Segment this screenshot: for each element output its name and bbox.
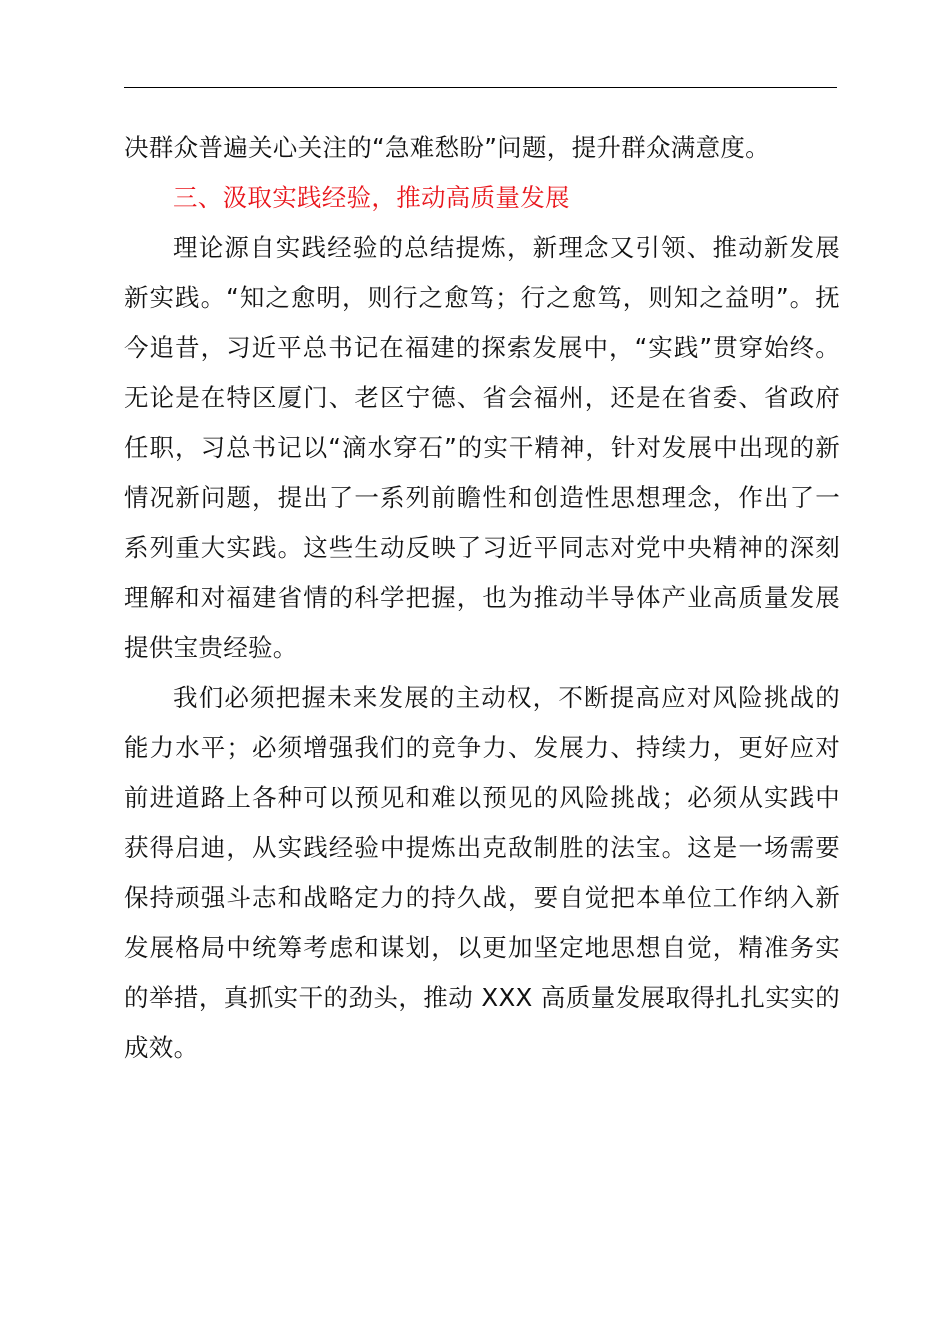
document-body: [124, 123, 840, 1073]
paragraph-future-initiative: 我们必须把握未来发展的主动权，不断提高应对风险挑战的能力水平；必须增强我们的竞争力、发展力、持续力，更好应对前进道路上各种可以预见和难以预见的风险挑战；必须从实践中获得启迪，从实践经验中提炼出克敌制胜的法宝。这是一场需要保持顽强斗志和战略定力的持久战，要自觉把本单位工作纳入新发展格局中统筹考虑和谋划，以更加坚定地思想自觉，精准务实的举措，真抓实干的劲头，推动 XXX 高质量发展取得扎扎实实的成效。: [124, 683, 840, 1062]
header-rule: [124, 87, 837, 88]
paragraph-practice-experience: 理论源自实践经验的总结提炼，新理念又引领、推动新发展新实践。“知之愈明，则行之愈笃；行之愈笃，则知之益明”。抚今追昔，习近平总书记在福建的探索发展中，“实践”贯穿始终。无论是在特区厦门、老区宁德、省会福州，还是在省委、省政府任职，习总书记以“滴水穿石”的实干精神，针对发展中出现的新情况新问题，提出了一系列前瞻性和创造性思想理念，作出了一系列重大实践。这些生动反映了习近平同志对党中央精神的深刻理解和对福建省情的科学把握，也为推动半导体产业高质量发展提供宝贵经验。: [124, 233, 840, 662]
paragraph-continuation: 决群众普遍关心关注的“急难愁盼”问题，提升群众满意度。: [124, 133, 770, 162]
section-heading: 三、汲取实践经验，推动高质量发展: [173, 183, 570, 212]
